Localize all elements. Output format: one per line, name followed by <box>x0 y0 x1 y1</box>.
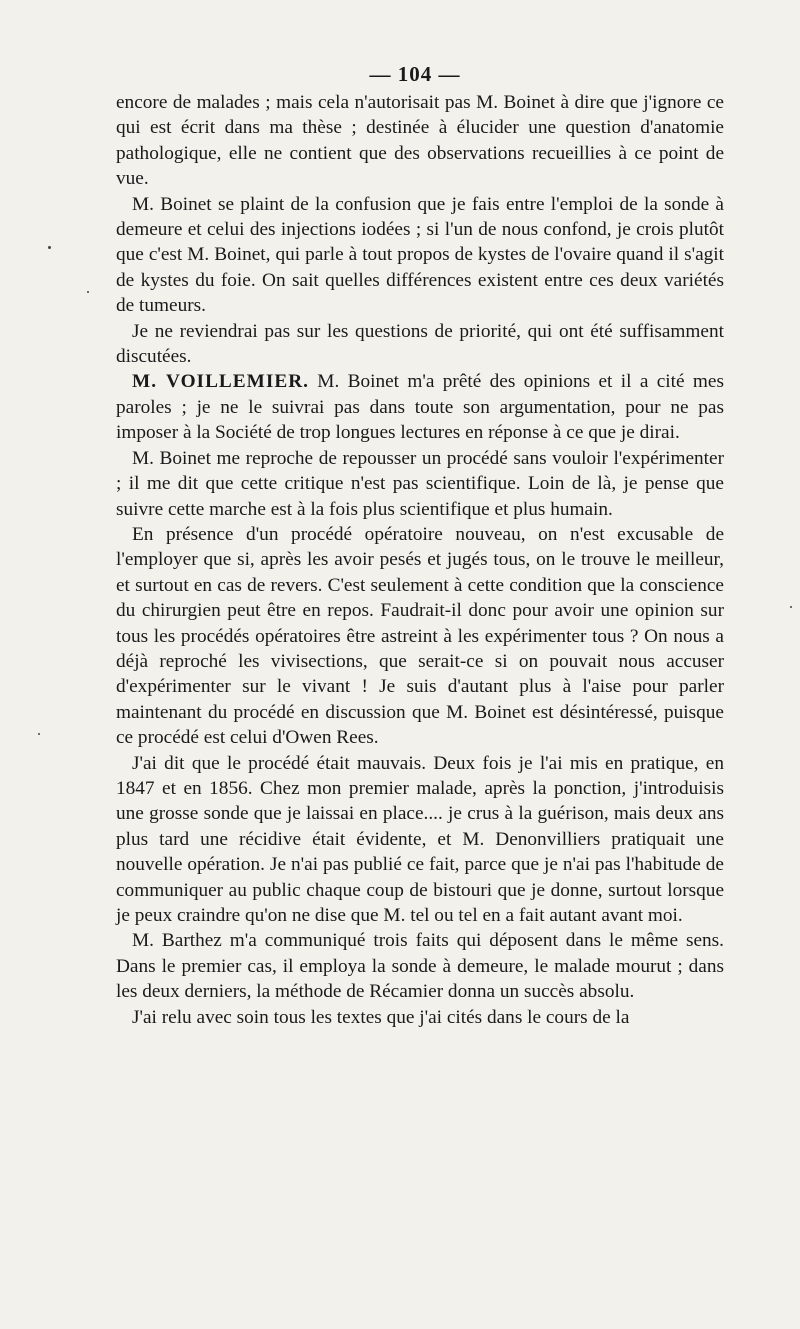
scan-speck <box>48 246 51 249</box>
scan-speck <box>87 291 89 293</box>
scan-speck <box>38 733 40 735</box>
paragraph-8: M. Barthez m'a communiqué trois faits qui déposent dans le même sens. Dans le premier cas, il employa la sonde à demeure, le malade mourut ; dans les deux derniers, la méthode de Récamier donna un succès absolu. <box>116 930 724 1003</box>
speaker-name: M. VOILLEMIER. <box>132 371 309 393</box>
paragraph-2: M. Boinet se plaint de la confusion que je fais entre l'emploi de la sonde à demeure et celui des injections iodées ; si l'un de nous confond, je crois plutôt que c'est M. Boinet, qui parle à tout propos de kystes de l'ovaire quand il s'agit de kystes du foie. On sait quelles différences existent entre ces deux variétés de tumeurs. <box>116 193 724 317</box>
body-text <box>116 90 724 1030</box>
paragraph-1: encore de malades ; mais cela n'autorisait pas M. Boinet à dire que j'ignore ce qui est écrit dans ma thèse ; destinée à élucider une question d'anatomie pathologique, elle ne contient que des observations recueillies à ce point de vue. <box>116 92 724 190</box>
paragraph-3: Je ne reviendrai pas sur les questions de priorité, qui ont été suffisamment discutées. <box>116 320 724 368</box>
paragraph-4-text: M. Boinet m'a prêté des opinions et il a cité mes paroles ; je ne le suivrai pas dans toute son argumentation, pour ne pas imposer à la Société de trop longues lectures en réponse à ce que je dirai. <box>116 371 724 444</box>
paragraph-4 <box>116 369 724 445</box>
page-number: — 104 — <box>369 62 461 86</box>
paragraph-5: M. Boinet me reproche de repousser un procédé sans vouloir l'expérimenter ; il me dit que cette critique n'est pas scientifique. Loin de là, je pense que suivre cette marche est à la fois plus scientifique et plus humain. <box>116 447 724 520</box>
paragraph-7: J'ai dit que le procédé était mauvais. Deux fois je l'ai mis en pratique, en 1847 et en 1856. Chez mon premier malade, après la ponction, j'introduisis une grosse sonde que je laissai en place.... je crus à la guérison, mais deux ans plus tard une récidive était évidente, et M. Denonvilliers pratiquait une nouvelle opération. Je n'ai pas publié ce fait, parce que je n'ai pas l'habitude de communiquer au public chaque coup de bistouri que je donne, surtout lorsque je peux craindre qu'on ne dise que M. tel ou tel en a fait autant avant moi. <box>116 752 724 926</box>
paragraph-6: En présence d'un procédé opératoire nouveau, on n'est excusable de l'employer que si, après les avoir pesés et jugés tous, on le trouve le meilleur, et surtout en cas de revers. C'est seulement à cette condition que la conscience du chirurgien peut être en repos. Faudrait-il donc pour avoir une opinion sur tous les procédés opératoires être astreint à les expérimenter tous ? On nous a déjà reproché les vivisections, que serait-ce si on pouvait nous accuser d'expérimenter sur le vivant ! Je suis d'autant plus à l'aise pour parler maintenant du procédé en discussion que M. Boinet est désintéressé, puisque ce procédé est celui d'Owen Rees. <box>116 523 724 749</box>
paragraph-9: J'ai relu avec soin tous les textes que j'ai cités dans le cours de la <box>132 1006 630 1028</box>
scan-speck <box>790 606 792 608</box>
